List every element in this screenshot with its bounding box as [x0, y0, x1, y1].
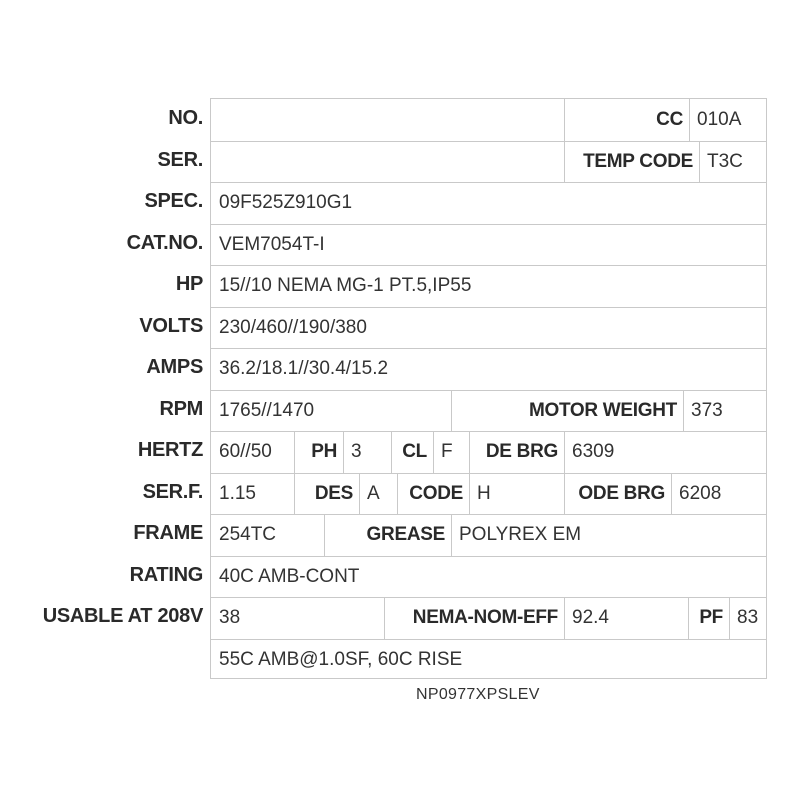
table-row [211, 473, 766, 515]
row-label: VOLTS [139, 314, 203, 337]
table-row [211, 514, 766, 556]
field-label: NEMA-NOM-EFF [412, 607, 558, 629]
table-row [211, 265, 766, 307]
table-row [211, 556, 766, 598]
row-label: NO. [168, 107, 203, 129]
cell-divider [671, 474, 672, 515]
cell-divider [294, 432, 295, 473]
field-value: H [477, 482, 491, 504]
field-label: ODE BRG [578, 482, 665, 504]
empty-value-cell [211, 99, 564, 141]
cell-divider [391, 432, 392, 473]
field-value: 254TC [219, 524, 277, 546]
row-label: AMPS [146, 356, 203, 378]
cell-divider [699, 142, 700, 183]
cell-divider [294, 474, 295, 515]
field-label: CL [402, 441, 427, 463]
cell-divider [683, 391, 684, 432]
table-row [211, 390, 766, 432]
row-label: RPM [159, 397, 203, 420]
field-value: 55C AMB@1.0SF, 60C RISE [219, 648, 463, 670]
table-row [211, 597, 766, 639]
cell-divider [451, 391, 452, 432]
row-label: SPEC. [144, 190, 203, 212]
field-value: 3 [351, 441, 362, 463]
cell-divider [564, 432, 565, 473]
table-row [211, 431, 766, 473]
cell-divider [564, 142, 565, 183]
table-row [211, 307, 766, 349]
table-row [211, 224, 766, 266]
cell-divider [384, 598, 385, 639]
field-label: PH [311, 441, 337, 463]
field-label: PF [699, 607, 723, 629]
field-value: POLYREX EM [459, 524, 582, 546]
field-value: 09F525Z910G1 [219, 192, 353, 214]
field-value: 230/460//190/380 [219, 316, 367, 338]
cell-divider [397, 474, 398, 515]
cell-divider [564, 474, 565, 515]
field-label: TEMP CODE [583, 150, 693, 172]
field-value: 83 [737, 607, 759, 629]
field-value: 40C AMB-CONT [219, 565, 360, 587]
field-label: MOTOR WEIGHT [528, 399, 677, 421]
field-value: 6309 [572, 441, 615, 463]
table-row [211, 99, 766, 141]
cell-divider [729, 598, 730, 639]
field-value: 60//50 [219, 441, 272, 463]
field-value: VEM7054T-I [219, 233, 325, 255]
row-label: FRAME [133, 522, 203, 544]
cell-divider [469, 474, 470, 515]
part-number: NP0977XPSLEV [416, 686, 540, 703]
table-row [211, 182, 766, 224]
field-value: 38 [219, 607, 241, 629]
field-label: GREASE [366, 524, 445, 546]
field-value: 36.2/18.1//30.4/15.2 [219, 358, 389, 380]
field-label: DE BRG [485, 441, 558, 463]
row-label: CAT.NO. [126, 231, 203, 254]
cell-divider [359, 474, 360, 515]
field-value: 92.4 [572, 607, 609, 629]
field-value: 1765//1470 [219, 399, 315, 421]
cell-divider [451, 515, 452, 556]
table-row [211, 141, 766, 183]
empty-value-cell [211, 142, 564, 183]
table-row [211, 639, 766, 681]
row-label: USABLE AT 208V [42, 605, 203, 627]
field-label: CODE [409, 482, 463, 504]
field-value: 6208 [679, 482, 722, 504]
row-label: HERTZ [137, 439, 203, 461]
row-label: SER. [157, 148, 203, 171]
row-label: HP [175, 273, 203, 295]
field-value: 373 [691, 399, 723, 421]
row-label: RATING [129, 563, 203, 586]
table-row [211, 348, 766, 390]
cell-divider [343, 432, 344, 473]
field-value: F [441, 441, 453, 463]
field-value: 010A [697, 108, 742, 130]
cell-divider [324, 515, 325, 556]
cell-divider [564, 99, 565, 141]
nameplate-grid [210, 98, 767, 679]
cell-divider [689, 99, 690, 141]
cell-divider [433, 432, 434, 473]
field-label: DES [314, 482, 353, 504]
cell-divider [688, 598, 689, 639]
field-value: 1.15 [219, 482, 256, 504]
field-value: A [367, 482, 380, 504]
field-value: T3C [707, 150, 743, 172]
field-label: CC [656, 108, 683, 130]
cell-divider [469, 432, 470, 473]
cell-divider [564, 598, 565, 639]
row-label: SER.F. [142, 480, 203, 503]
field-value: 15//10 NEMA MG-1 PT.5,IP55 [219, 275, 472, 297]
